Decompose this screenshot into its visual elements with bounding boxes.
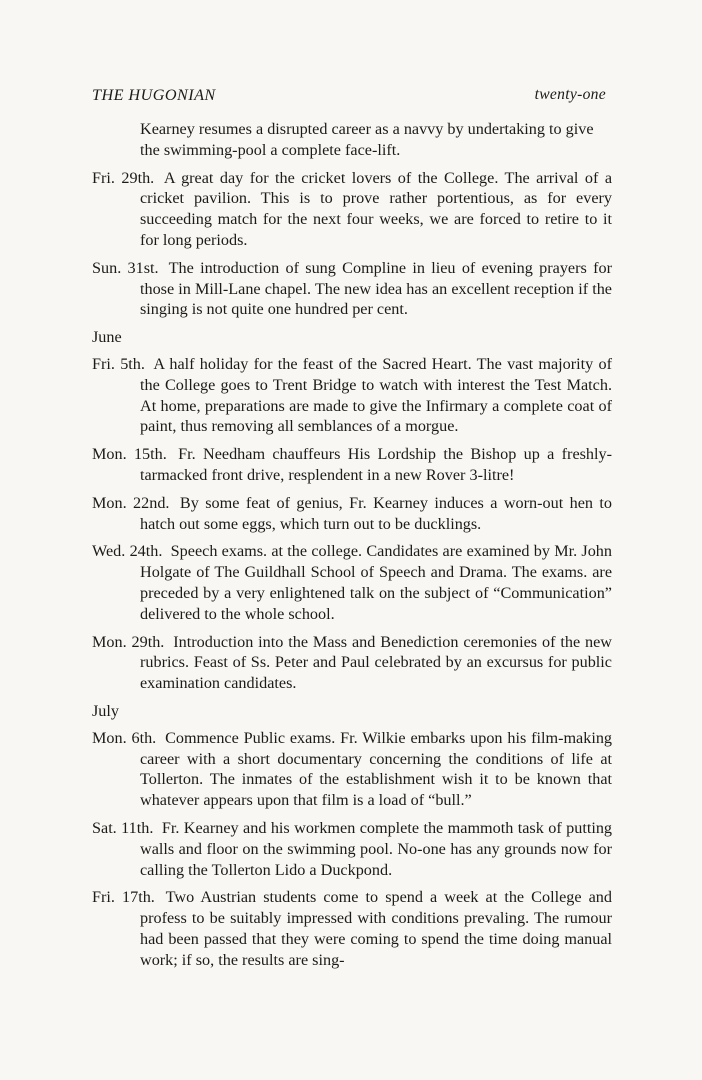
running-header bbox=[92, 86, 606, 108]
entry-text: A great day for the cricket lovers of the College. The arrival of a cricket pavilion. This is to prove rather portentious, as for every succeeding match for the next four weeks, we are forced to retire to it for long periods. bbox=[140, 168, 613, 249]
entry-date: Fri. 29th. bbox=[92, 168, 155, 187]
diary-entry bbox=[92, 168, 612, 251]
entry-text: Commence Public exams. Fr. Wilkie embarks upon his film-making career with a short documentary concerning the conditions of life at Tollerton. The inmates of the establishment wish it to be known that whatever appears upon that film is a load of “bull.” bbox=[140, 728, 613, 810]
entry-text: Two Austrian students come to spend a week at the College and profess to be suitably impressed with conditions prevaling. The rumour had been passed that they were coming to spend the time doing manual work; if so, the results are sing- bbox=[140, 888, 612, 969]
entry-text: Fr. Needham chauffeurs His Lordship the Bishop up a freshly-tarmacked front drive, resplendent in a new Rover 3-litre! bbox=[140, 445, 613, 484]
diary-entry bbox=[92, 493, 612, 535]
entry-date: Sun. 31st. bbox=[92, 258, 159, 277]
entry-date: Fri. 5th. bbox=[92, 354, 145, 373]
entry-date: Mon. 6th. bbox=[92, 728, 157, 747]
continued-paragraph: Kearney resumes a disrupted career as a navvy by undertaking to give the swimming-pool a complete face-lift. bbox=[140, 120, 594, 159]
diary-entry bbox=[92, 887, 612, 970]
entry-text: The introduction of sung Compline in lieu of evening prayers for those in Mill-Lane chapel. The new idea has an excellent reception if the singing is not quite one hundred per cent. bbox=[140, 258, 612, 319]
page-number: twenty-one bbox=[534, 86, 606, 103]
entry-date: Fri. 17th. bbox=[92, 888, 155, 907]
diary-entry bbox=[92, 632, 612, 694]
diary-text bbox=[92, 119, 612, 977]
entry-date: Mon. 29th. bbox=[92, 632, 165, 651]
diary-entry bbox=[92, 818, 612, 880]
entry-text: A half holiday for the feast of the Sacred Heart. The vast majority of the College goes to Trent Bridge to watch with interest the Test Match. At home, preparations are made to give the Infirmary a complete coat of paint, thus removing all semblances of a morgue. bbox=[140, 354, 612, 436]
entry-date: Sat. 11th. bbox=[92, 818, 154, 837]
month-heading: June bbox=[92, 328, 122, 347]
entry-text: By some feat of genius, Fr. Kearney induces a worn-out hen to hatch out some eggs, which turn out to be ducklings. bbox=[140, 493, 613, 533]
entry-date: Wed. 24th. bbox=[92, 542, 163, 561]
diary-entry bbox=[92, 444, 612, 486]
entry-date: Mon. 22nd. bbox=[92, 493, 170, 512]
entry-text: Speech exams. at the college. Candidates are examined by Mr. John Holgate of The Guildhall School of Speech and Drama. The exams. are preceded by a very enlightened talk on the subject of “Communication” delivered to the whole school. bbox=[140, 542, 612, 623]
journal-title: THE HUGONIAN bbox=[92, 86, 216, 104]
diary-entry bbox=[92, 541, 612, 624]
entry-date: Mon. 15th. bbox=[92, 445, 167, 464]
month-heading: July bbox=[92, 701, 119, 720]
diary-entry bbox=[92, 258, 612, 320]
diary-entry bbox=[92, 728, 612, 811]
entry-text: Fr. Kearney and his workmen complete the mammoth task of putting walls and floor on the swimming pool. No-one has any grounds now for calling the Tollerton Lido a Duckpond. bbox=[140, 818, 613, 879]
diary-entry bbox=[92, 354, 612, 437]
entry-text: Introduction into the Mass and Benediction ceremonies of the new rubrics. Feast of Ss. Peter and Paul celebrated by an excursus for public examination candidates. bbox=[140, 632, 613, 693]
